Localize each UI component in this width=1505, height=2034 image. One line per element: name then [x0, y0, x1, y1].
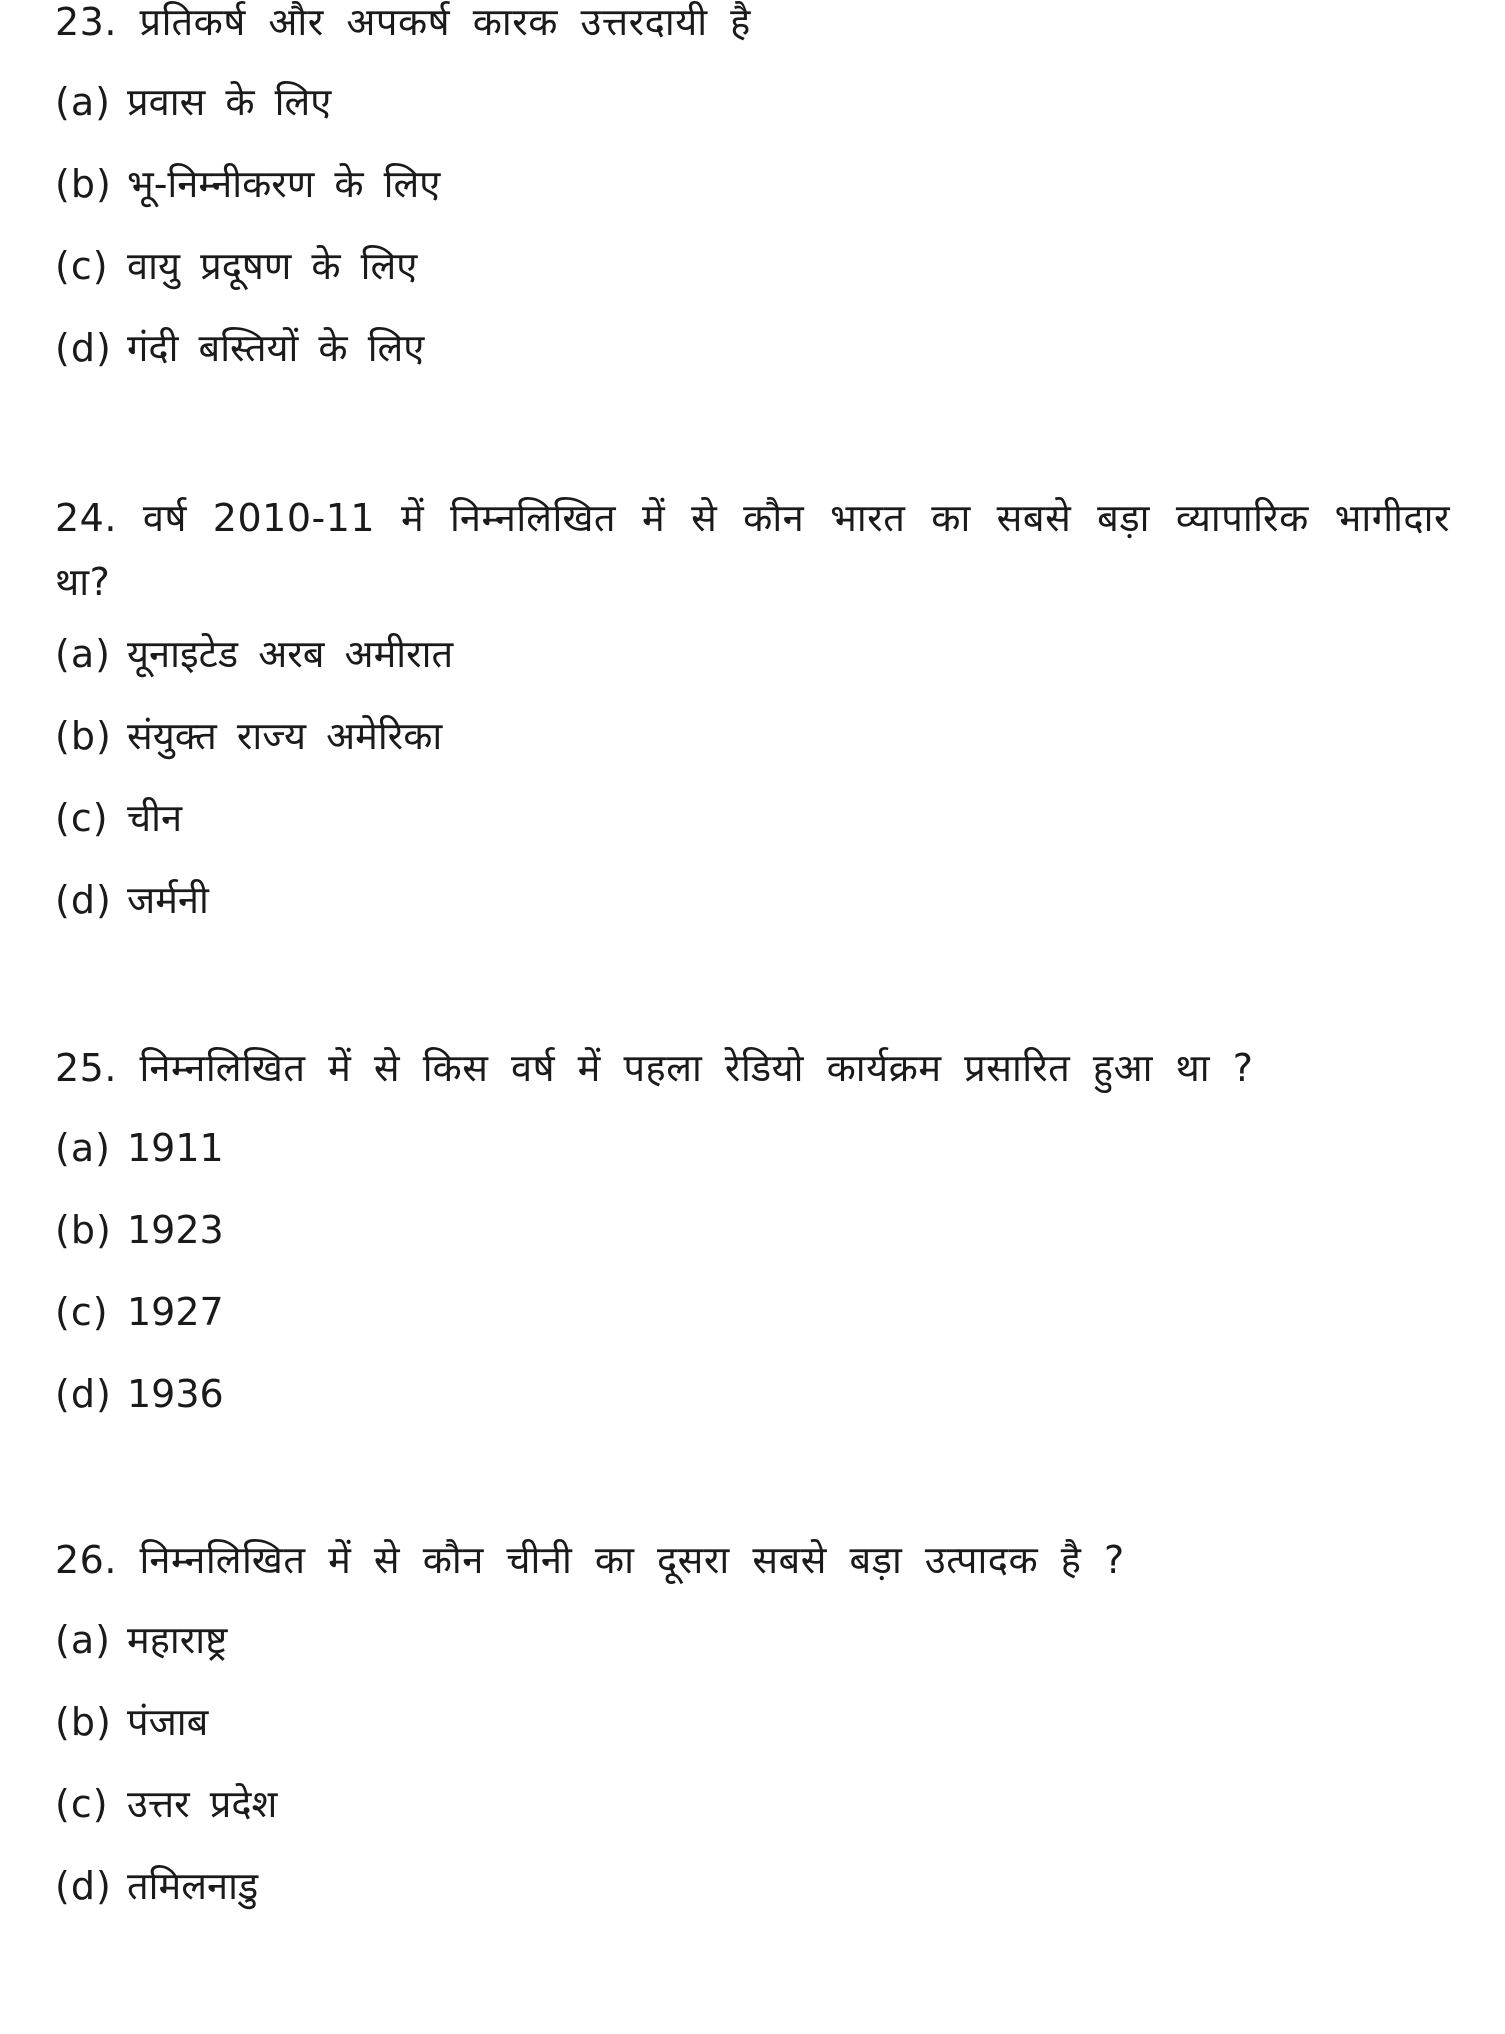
question-24 [55, 486, 1450, 962]
option-letter: (b) [55, 162, 112, 206]
option-letter: (b) [55, 714, 112, 758]
question-text [55, 1538, 1450, 1582]
option-d [55, 1374, 1450, 1456]
option-a [55, 634, 1450, 716]
option-text: चीन [127, 796, 183, 840]
option-letter: (c) [55, 1782, 109, 1826]
option-c [55, 1292, 1450, 1374]
option-letter: (d) [55, 878, 112, 922]
question-body: निम्नलिखित में से किस वर्ष में पहला रेडियो कार्यक्रम प्रसारित हुआ था ? [139, 1046, 1254, 1090]
question-body: वर्ष 2010-11 में निम्नलिखित में से कौन भारत का सबसे बड़ा व्यापारिक भागीदार था? [55, 496, 1450, 604]
option-b [55, 1210, 1450, 1292]
option-letter: (d) [55, 1864, 112, 1908]
option-d [55, 328, 1450, 410]
question-26 [55, 1538, 1450, 1948]
question-number: 24. [55, 496, 117, 540]
option-letter: (c) [55, 244, 109, 288]
question-number: 25. [55, 1046, 117, 1090]
option-text: 1927 [127, 1290, 224, 1334]
question-text [55, 1046, 1450, 1090]
question-number: 23. [55, 0, 117, 44]
option-letter: (a) [55, 1126, 111, 1170]
option-a [55, 1620, 1450, 1702]
option-text: गंदी बस्तियों के लिए [127, 326, 425, 370]
option-d [55, 880, 1450, 962]
option-letter: (b) [55, 1700, 112, 1744]
option-text: भू-निम्नीकरण के लिए [127, 162, 441, 206]
option-letter: (a) [55, 632, 111, 676]
option-letter: (b) [55, 1208, 112, 1252]
question-text [55, 0, 1450, 44]
option-letter: (c) [55, 796, 109, 840]
option-text: 1911 [127, 1126, 224, 1170]
option-text: यूनाइटेड अरब अमीरात [127, 632, 454, 676]
option-text: जर्मनी [127, 878, 209, 922]
option-text: पंजाब [127, 1700, 209, 1744]
option-text: वायु प्रदूषण के लिए [127, 244, 418, 288]
option-text: उत्तर प्रदेश [127, 1782, 278, 1826]
question-23 [55, 0, 1450, 410]
option-text: 1936 [127, 1372, 224, 1416]
option-c [55, 798, 1450, 880]
option-text: प्रवास के लिए [127, 80, 332, 124]
question-text [55, 486, 1450, 614]
question-body: निम्नलिखित में से कौन चीनी का दूसरा सबसे बड़ा उत्पादक है ? [139, 1538, 1125, 1582]
option-letter: (d) [55, 326, 112, 370]
option-d [55, 1866, 1450, 1948]
option-text: तमिलनाडु [127, 1864, 259, 1908]
option-letter: (a) [55, 1618, 111, 1662]
question-body: प्रतिकर्ष और अपकर्ष कारक उत्तरदायी है [139, 0, 751, 44]
option-text: संयुक्त राज्य अमेरिका [127, 714, 443, 758]
question-25 [55, 1046, 1450, 1456]
option-letter: (d) [55, 1372, 112, 1416]
option-a [55, 1128, 1450, 1210]
option-c [55, 246, 1450, 328]
option-a [55, 82, 1450, 164]
option-letter: (a) [55, 80, 111, 124]
option-b [55, 164, 1450, 246]
option-b [55, 716, 1450, 798]
option-c [55, 1784, 1450, 1866]
option-text: 1923 [127, 1208, 224, 1252]
option-b [55, 1702, 1450, 1784]
question-number: 26. [55, 1538, 117, 1582]
option-text: महाराष्ट्र [127, 1618, 228, 1662]
option-letter: (c) [55, 1290, 109, 1334]
